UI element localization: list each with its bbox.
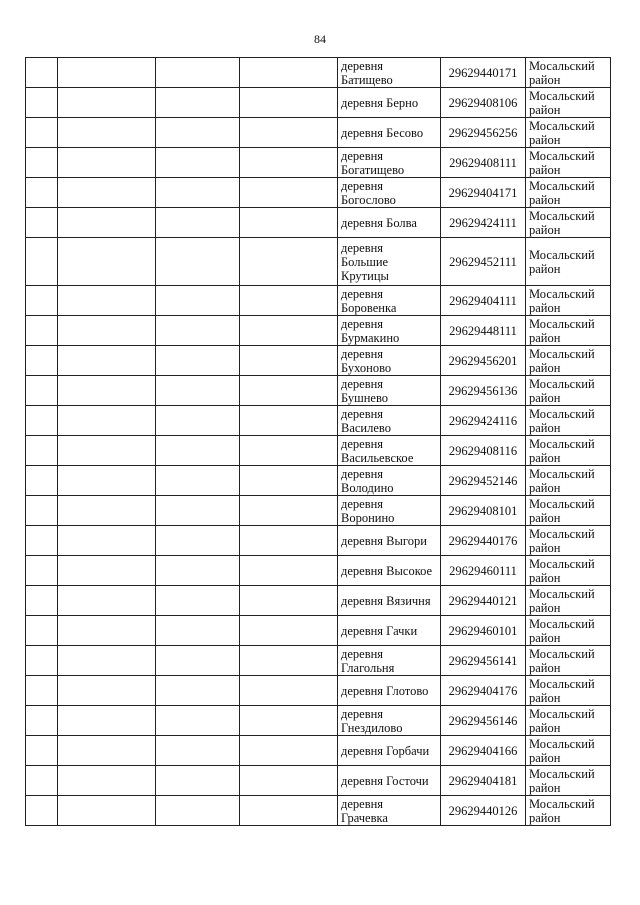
settlement-name: деревня Бухоново bbox=[341, 346, 392, 375]
okato-code: 29629456146 bbox=[441, 706, 526, 736]
empty-cell bbox=[26, 766, 58, 796]
empty-cell bbox=[58, 796, 156, 826]
district-cell bbox=[526, 148, 611, 178]
table-row bbox=[26, 316, 611, 346]
empty-cell bbox=[156, 58, 240, 88]
empty-cell bbox=[156, 406, 240, 436]
empty-cell bbox=[156, 436, 240, 466]
okato-code: 29629404166 bbox=[441, 736, 526, 766]
district-name: Мосальский район bbox=[529, 208, 595, 237]
okato-code: 29629456256 bbox=[441, 118, 526, 148]
empty-cell bbox=[26, 118, 58, 148]
empty-cell bbox=[26, 736, 58, 766]
settlement-name-cell bbox=[338, 406, 441, 436]
settlement-name-cell bbox=[338, 706, 441, 736]
district-name: Мосальский район bbox=[529, 466, 595, 495]
empty-cell bbox=[240, 736, 338, 766]
empty-cell bbox=[58, 436, 156, 466]
district-name: Мосальский район bbox=[529, 616, 595, 645]
empty-cell bbox=[156, 316, 240, 346]
empty-cell bbox=[156, 796, 240, 826]
empty-cell bbox=[58, 376, 156, 406]
settlement-name: деревня Горбачи bbox=[341, 743, 430, 758]
settlement-name-cell bbox=[338, 286, 441, 316]
empty-cell bbox=[156, 148, 240, 178]
empty-cell bbox=[240, 208, 338, 238]
empty-cell bbox=[58, 556, 156, 586]
district-cell bbox=[526, 178, 611, 208]
table-row bbox=[26, 238, 611, 286]
settlement-name: деревня Глотово bbox=[341, 683, 429, 698]
district-name: Мосальский район bbox=[529, 346, 595, 375]
district-name: Мосальский район bbox=[529, 736, 595, 765]
empty-cell bbox=[156, 178, 240, 208]
table-row bbox=[26, 436, 611, 466]
settlement-name-cell bbox=[338, 238, 441, 286]
settlement-name-cell bbox=[338, 556, 441, 586]
table-body bbox=[26, 58, 611, 826]
settlement-name: деревня Воронино bbox=[341, 496, 395, 525]
empty-cell bbox=[26, 406, 58, 436]
okato-code: 29629440171 bbox=[441, 58, 526, 88]
empty-cell bbox=[156, 466, 240, 496]
okato-code: 29629456141 bbox=[441, 646, 526, 676]
settlement-name: деревня Вязичня bbox=[341, 593, 431, 608]
empty-cell bbox=[58, 616, 156, 646]
district-name: Мосальский район bbox=[529, 556, 595, 585]
settlement-name: деревня Болва bbox=[341, 215, 417, 230]
empty-cell bbox=[240, 286, 338, 316]
empty-cell bbox=[156, 118, 240, 148]
empty-cell bbox=[240, 118, 338, 148]
empty-cell bbox=[58, 496, 156, 526]
empty-cell bbox=[156, 706, 240, 736]
empty-cell bbox=[26, 526, 58, 556]
empty-cell bbox=[58, 346, 156, 376]
district-name: Мосальский район bbox=[529, 586, 595, 615]
settlement-name: деревня Высокое bbox=[341, 563, 433, 578]
empty-cell bbox=[240, 58, 338, 88]
empty-cell bbox=[58, 526, 156, 556]
empty-cell bbox=[58, 88, 156, 118]
empty-cell bbox=[26, 796, 58, 826]
page-number: 84 bbox=[314, 32, 326, 46]
settlement-name: деревня Боровенка bbox=[341, 286, 397, 315]
settlement-name: деревня Гнездилово bbox=[341, 706, 403, 735]
district-name: Мосальский район bbox=[529, 58, 595, 87]
district-cell bbox=[526, 118, 611, 148]
district-cell bbox=[526, 88, 611, 118]
empty-cell bbox=[240, 406, 338, 436]
district-name: Мосальский район bbox=[529, 88, 595, 117]
empty-cell bbox=[156, 88, 240, 118]
district-cell bbox=[526, 58, 611, 88]
settlement-name-cell bbox=[338, 118, 441, 148]
okato-code: 29629404171 bbox=[441, 178, 526, 208]
empty-cell bbox=[26, 706, 58, 736]
empty-cell bbox=[26, 58, 58, 88]
settlement-name: деревня Большие Крутицы bbox=[341, 240, 389, 283]
settlement-name-cell bbox=[338, 58, 441, 88]
okato-code: 29629408111 bbox=[441, 148, 526, 178]
settlement-name-cell bbox=[338, 616, 441, 646]
okato-code: 29629440176 bbox=[441, 526, 526, 556]
settlement-name-cell bbox=[338, 736, 441, 766]
settlement-name: деревня Бушнево bbox=[341, 376, 389, 405]
okato-code: 29629424116 bbox=[441, 406, 526, 436]
settlement-name-cell bbox=[338, 466, 441, 496]
district-name: Мосальский район bbox=[529, 646, 595, 675]
empty-cell bbox=[58, 646, 156, 676]
empty-cell bbox=[156, 286, 240, 316]
table-row bbox=[26, 406, 611, 436]
settlement-name-cell bbox=[338, 436, 441, 466]
settlement-name-cell bbox=[338, 586, 441, 616]
empty-cell bbox=[26, 346, 58, 376]
settlement-name-cell bbox=[338, 316, 441, 346]
okato-code: 29629408106 bbox=[441, 88, 526, 118]
settlement-name: деревня Богослово bbox=[341, 178, 396, 207]
empty-cell bbox=[26, 286, 58, 316]
empty-cell bbox=[156, 766, 240, 796]
district-cell bbox=[526, 466, 611, 496]
district-cell bbox=[526, 238, 611, 286]
table-row bbox=[26, 496, 611, 526]
empty-cell bbox=[26, 556, 58, 586]
empty-cell bbox=[240, 316, 338, 346]
district-cell bbox=[526, 676, 611, 706]
empty-cell bbox=[240, 436, 338, 466]
settlement-name-cell bbox=[338, 526, 441, 556]
empty-cell bbox=[156, 208, 240, 238]
empty-cell bbox=[58, 466, 156, 496]
district-name: Мосальский район bbox=[529, 178, 595, 207]
district-name: Мосальский район bbox=[529, 148, 595, 177]
district-cell bbox=[526, 706, 611, 736]
empty-cell bbox=[26, 466, 58, 496]
okato-code: 29629460101 bbox=[441, 616, 526, 646]
table-row bbox=[26, 616, 611, 646]
table-row bbox=[26, 766, 611, 796]
empty-cell bbox=[58, 178, 156, 208]
settlement-name: деревня Глагольня bbox=[341, 646, 395, 675]
settlement-name: деревня Володино bbox=[341, 466, 394, 495]
table-row bbox=[26, 796, 611, 826]
settlement-name-cell bbox=[338, 376, 441, 406]
empty-cell bbox=[58, 238, 156, 286]
empty-cell bbox=[26, 496, 58, 526]
empty-cell bbox=[26, 646, 58, 676]
district-name: Мосальский район bbox=[529, 526, 595, 555]
empty-cell bbox=[240, 676, 338, 706]
empty-cell bbox=[156, 346, 240, 376]
table-row bbox=[26, 736, 611, 766]
empty-cell bbox=[26, 208, 58, 238]
empty-cell bbox=[58, 586, 156, 616]
settlement-table bbox=[25, 57, 611, 826]
district-cell bbox=[526, 316, 611, 346]
settlement-name-cell bbox=[338, 676, 441, 706]
empty-cell bbox=[26, 676, 58, 706]
settlement-name: деревня Госточи bbox=[341, 773, 429, 788]
empty-cell bbox=[240, 556, 338, 586]
okato-code: 29629408116 bbox=[441, 436, 526, 466]
district-name: Мосальский район bbox=[529, 766, 595, 795]
settlement-name: деревня Васильевское bbox=[341, 436, 414, 465]
okato-code: 29629452111 bbox=[441, 238, 526, 286]
empty-cell bbox=[58, 406, 156, 436]
district-cell bbox=[526, 796, 611, 826]
empty-cell bbox=[156, 676, 240, 706]
settlement-name: деревня Гачки bbox=[341, 623, 418, 638]
settlement-name: деревня Бурмакино bbox=[341, 316, 400, 345]
okato-code: 29629408101 bbox=[441, 496, 526, 526]
district-name: Мосальский район bbox=[529, 118, 595, 147]
okato-code: 29629440126 bbox=[441, 796, 526, 826]
district-cell bbox=[526, 586, 611, 616]
empty-cell bbox=[240, 238, 338, 286]
district-name: Мосальский район bbox=[529, 247, 595, 276]
district-name: Мосальский район bbox=[529, 676, 595, 705]
district-name: Мосальский район bbox=[529, 706, 595, 735]
district-cell bbox=[526, 406, 611, 436]
table-row bbox=[26, 556, 611, 586]
empty-cell bbox=[240, 526, 338, 556]
settlement-name-cell bbox=[338, 646, 441, 676]
empty-cell bbox=[240, 376, 338, 406]
settlement-name-cell bbox=[338, 766, 441, 796]
table-row bbox=[26, 346, 611, 376]
settlement-name: деревня Батищево bbox=[341, 58, 393, 87]
district-cell bbox=[526, 556, 611, 586]
table-row bbox=[26, 118, 611, 148]
settlement-name-cell bbox=[338, 178, 441, 208]
okato-code: 29629440121 bbox=[441, 586, 526, 616]
district-name: Мосальский район bbox=[529, 406, 595, 435]
empty-cell bbox=[240, 586, 338, 616]
settlement-name-cell bbox=[338, 88, 441, 118]
district-cell bbox=[526, 208, 611, 238]
district-cell bbox=[526, 346, 611, 376]
empty-cell bbox=[26, 238, 58, 286]
table-row bbox=[26, 286, 611, 316]
empty-cell bbox=[58, 286, 156, 316]
empty-cell bbox=[26, 88, 58, 118]
table-row bbox=[26, 646, 611, 676]
okato-code: 29629424111 bbox=[441, 208, 526, 238]
settlement-name: деревня Грачевка bbox=[341, 796, 388, 825]
settlement-name: деревня Бесово bbox=[341, 125, 424, 140]
okato-code: 29629456201 bbox=[441, 346, 526, 376]
table-row bbox=[26, 208, 611, 238]
empty-cell bbox=[240, 88, 338, 118]
okato-code: 29629452146 bbox=[441, 466, 526, 496]
empty-cell bbox=[58, 766, 156, 796]
district-name: Мосальский район bbox=[529, 796, 595, 825]
empty-cell bbox=[240, 646, 338, 676]
district-cell bbox=[526, 376, 611, 406]
empty-cell bbox=[240, 178, 338, 208]
district-name: Мосальский район bbox=[529, 316, 595, 345]
district-cell bbox=[526, 496, 611, 526]
empty-cell bbox=[58, 676, 156, 706]
district-name: Мосальский район bbox=[529, 436, 595, 465]
settlement-name-cell bbox=[338, 796, 441, 826]
table-row bbox=[26, 586, 611, 616]
settlement-name-cell bbox=[338, 208, 441, 238]
district-name: Мосальский район bbox=[529, 286, 595, 315]
district-cell bbox=[526, 646, 611, 676]
empty-cell bbox=[156, 736, 240, 766]
district-cell bbox=[526, 736, 611, 766]
okato-code: 29629404181 bbox=[441, 766, 526, 796]
empty-cell bbox=[156, 496, 240, 526]
district-name: Мосальский район bbox=[529, 376, 595, 405]
empty-cell bbox=[240, 796, 338, 826]
district-cell bbox=[526, 436, 611, 466]
settlement-name: деревня Берно bbox=[341, 95, 419, 110]
empty-cell bbox=[58, 208, 156, 238]
empty-cell bbox=[58, 58, 156, 88]
district-cell bbox=[526, 286, 611, 316]
empty-cell bbox=[240, 466, 338, 496]
empty-cell bbox=[240, 496, 338, 526]
empty-cell bbox=[26, 148, 58, 178]
empty-cell bbox=[26, 616, 58, 646]
table-row bbox=[26, 676, 611, 706]
empty-cell bbox=[26, 178, 58, 208]
okato-code: 29629404176 bbox=[441, 676, 526, 706]
district-cell bbox=[526, 526, 611, 556]
empty-cell bbox=[58, 118, 156, 148]
okato-code: 29629448111 bbox=[441, 316, 526, 346]
table-row bbox=[26, 178, 611, 208]
okato-code: 29629460111 bbox=[441, 556, 526, 586]
empty-cell bbox=[58, 316, 156, 346]
empty-cell bbox=[156, 556, 240, 586]
empty-cell bbox=[58, 706, 156, 736]
district-cell bbox=[526, 616, 611, 646]
empty-cell bbox=[156, 238, 240, 286]
empty-cell bbox=[26, 376, 58, 406]
empty-cell bbox=[240, 706, 338, 736]
empty-cell bbox=[240, 766, 338, 796]
empty-cell bbox=[26, 586, 58, 616]
okato-code: 29629456136 bbox=[441, 376, 526, 406]
empty-cell bbox=[26, 316, 58, 346]
empty-cell bbox=[26, 436, 58, 466]
empty-cell bbox=[58, 736, 156, 766]
empty-cell bbox=[156, 646, 240, 676]
empty-cell bbox=[156, 586, 240, 616]
settlement-name-cell bbox=[338, 346, 441, 376]
empty-cell bbox=[156, 376, 240, 406]
settlement-name: деревня Василево bbox=[341, 406, 391, 435]
okato-code: 29629404111 bbox=[441, 286, 526, 316]
empty-cell bbox=[156, 526, 240, 556]
district-name: Мосальский район bbox=[529, 496, 595, 525]
table-row bbox=[26, 526, 611, 556]
empty-cell bbox=[240, 346, 338, 376]
settlement-name: деревня Богатищево bbox=[341, 148, 405, 177]
empty-cell bbox=[240, 616, 338, 646]
table-row bbox=[26, 376, 611, 406]
settlement-name-cell bbox=[338, 148, 441, 178]
table-row bbox=[26, 88, 611, 118]
table-row bbox=[26, 466, 611, 496]
table-row bbox=[26, 58, 611, 88]
empty-cell bbox=[58, 148, 156, 178]
settlement-name-cell bbox=[338, 496, 441, 526]
empty-cell bbox=[156, 616, 240, 646]
district-cell bbox=[526, 766, 611, 796]
table-row bbox=[26, 148, 611, 178]
settlement-name: деревня Выгори bbox=[341, 533, 427, 548]
empty-cell bbox=[240, 148, 338, 178]
table-row bbox=[26, 706, 611, 736]
